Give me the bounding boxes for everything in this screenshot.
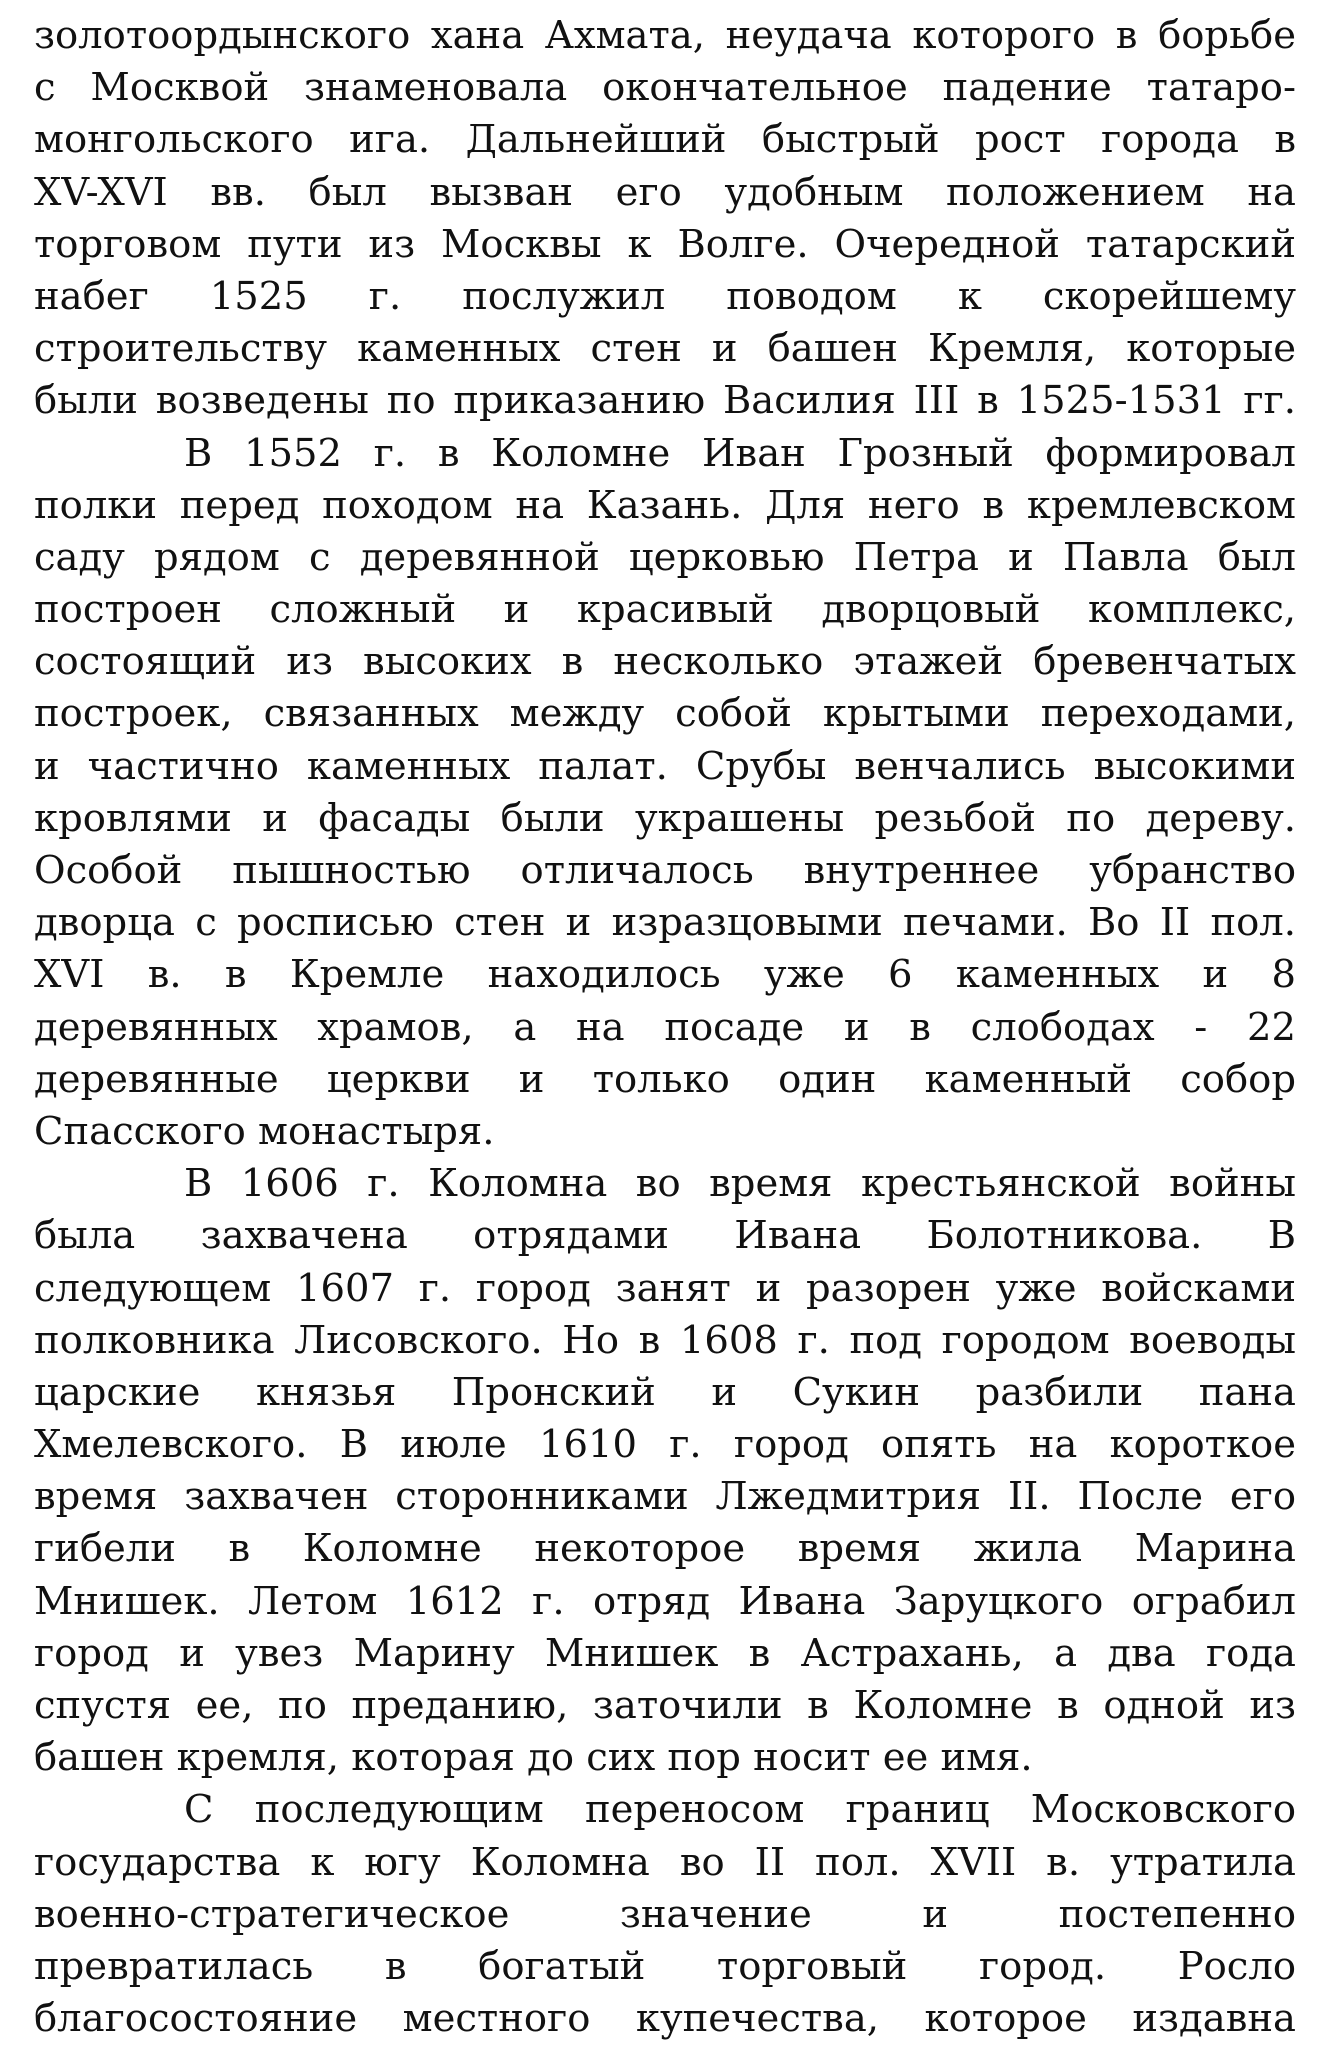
text-line: золотоордынского хана Ахмата, неудача которого в борьбе [34, 13, 1296, 58]
text-line: спустя ее, по преданию, заточили в Коломне в одной из [34, 1683, 1296, 1728]
text-line: превратилась в богатый торговый город. Росло [34, 1943, 1296, 1989]
text-line: благосостояние местного купечества, которое издавна [34, 1996, 1296, 2042]
text-line: построен сложный и красивый дворцовый комплекс, [34, 587, 1296, 633]
text-line: царские князья Пронский и Сукин разбили пана [34, 1369, 1296, 1415]
text-line: С последующим переносом границ Московского [184, 1787, 1296, 1833]
text-line: построек, связанных между собой крытыми переходами, [34, 691, 1296, 737]
text-line: монгольского ига. Дальнейший быстрый рост города в [34, 117, 1296, 163]
paragraph [34, 1158, 1296, 1784]
text-line: полки перед походом на Казань. Для него в кремлевском [34, 482, 1296, 528]
text-line: Спасского монастыря. [34, 1108, 495, 1154]
text-line: Особой пышностью отличалось внутреннее убранство [34, 848, 1296, 893]
text-line: деревянных храмов, а на посаде и в слободах - 22 [34, 1004, 1296, 1050]
text-line: набег 1525 г. послужил поводом к скорейшему [34, 273, 1296, 319]
text-line: и частично каменных палат. Срубы венчались высокими [34, 743, 1296, 789]
text-line: В 1606 г. Коломна во время крестьянской войны [184, 1161, 1296, 1207]
text-line: состоящий из высоких в несколько этажей бревенчатых [34, 639, 1296, 685]
text-line: XV-XVI вв. был вызван его удобным положением на [34, 169, 1296, 215]
text-line: военно-стратегическое значение и постепенно [34, 1891, 1296, 1937]
text-line: Мнишек. Летом 1612 г. отряд Ивана Заруцкого ограбил [34, 1578, 1296, 1624]
text-line: В 1552 г. в Коломне Иван Грозный формировал [184, 430, 1296, 476]
text-line: XVI в. в Кремле находилось уже 6 каменных и 8 [34, 952, 1296, 998]
text-line: Хмелевского. В июле 1610 г. город опять на короткое [34, 1422, 1296, 1468]
text-line: время захвачен сторонниками Лжедмитрия II. После его [34, 1474, 1296, 1520]
text-line: с Москвой знаменовала окончательное падение татаро- [34, 65, 1296, 111]
text-line: дворца с росписью стен и изразцовыми печами. Во II пол. [34, 900, 1296, 946]
text-line: деревянные церкви и только один каменный собор [34, 1056, 1296, 1102]
text-line: следующем 1607 г. город занят и разорен уже войсками [34, 1265, 1296, 1311]
paragraph [34, 428, 1296, 1159]
text-line: государства к югу Коломна во II пол. XVII в. утратила [34, 1839, 1296, 1885]
text-line: саду рядом с деревянной церковью Петра и Павла был [34, 534, 1296, 580]
text-line: гибели в Коломне некоторое время жила Марина [34, 1526, 1296, 1572]
text-line: была захвачена отрядами Ивана Болотникова. В [34, 1213, 1296, 1259]
text-line: строительству каменных стен и башен Кремля, которые [34, 326, 1296, 372]
body-text [34, 10, 1296, 2045]
text-line: полковника Лисовского. Но в 1608 г. под городом воеводы [34, 1317, 1296, 1363]
text-line: башен кремля, которая до сих пор носит ее имя. [34, 1735, 1033, 1781]
text-line: кровлями и фасады были украшены резьбой по дереву. [34, 795, 1296, 841]
paragraph [34, 10, 1296, 428]
text-line: город и увез Марину Мнишек в Астрахань, а два года [34, 1630, 1296, 1676]
paragraph [34, 1784, 1296, 2045]
text-line: торговом пути из Москвы к Волге. Очередной татарский [34, 221, 1296, 267]
text-line: были возведены по приказанию Василия III в 1525-1531 гг. [34, 378, 1296, 424]
